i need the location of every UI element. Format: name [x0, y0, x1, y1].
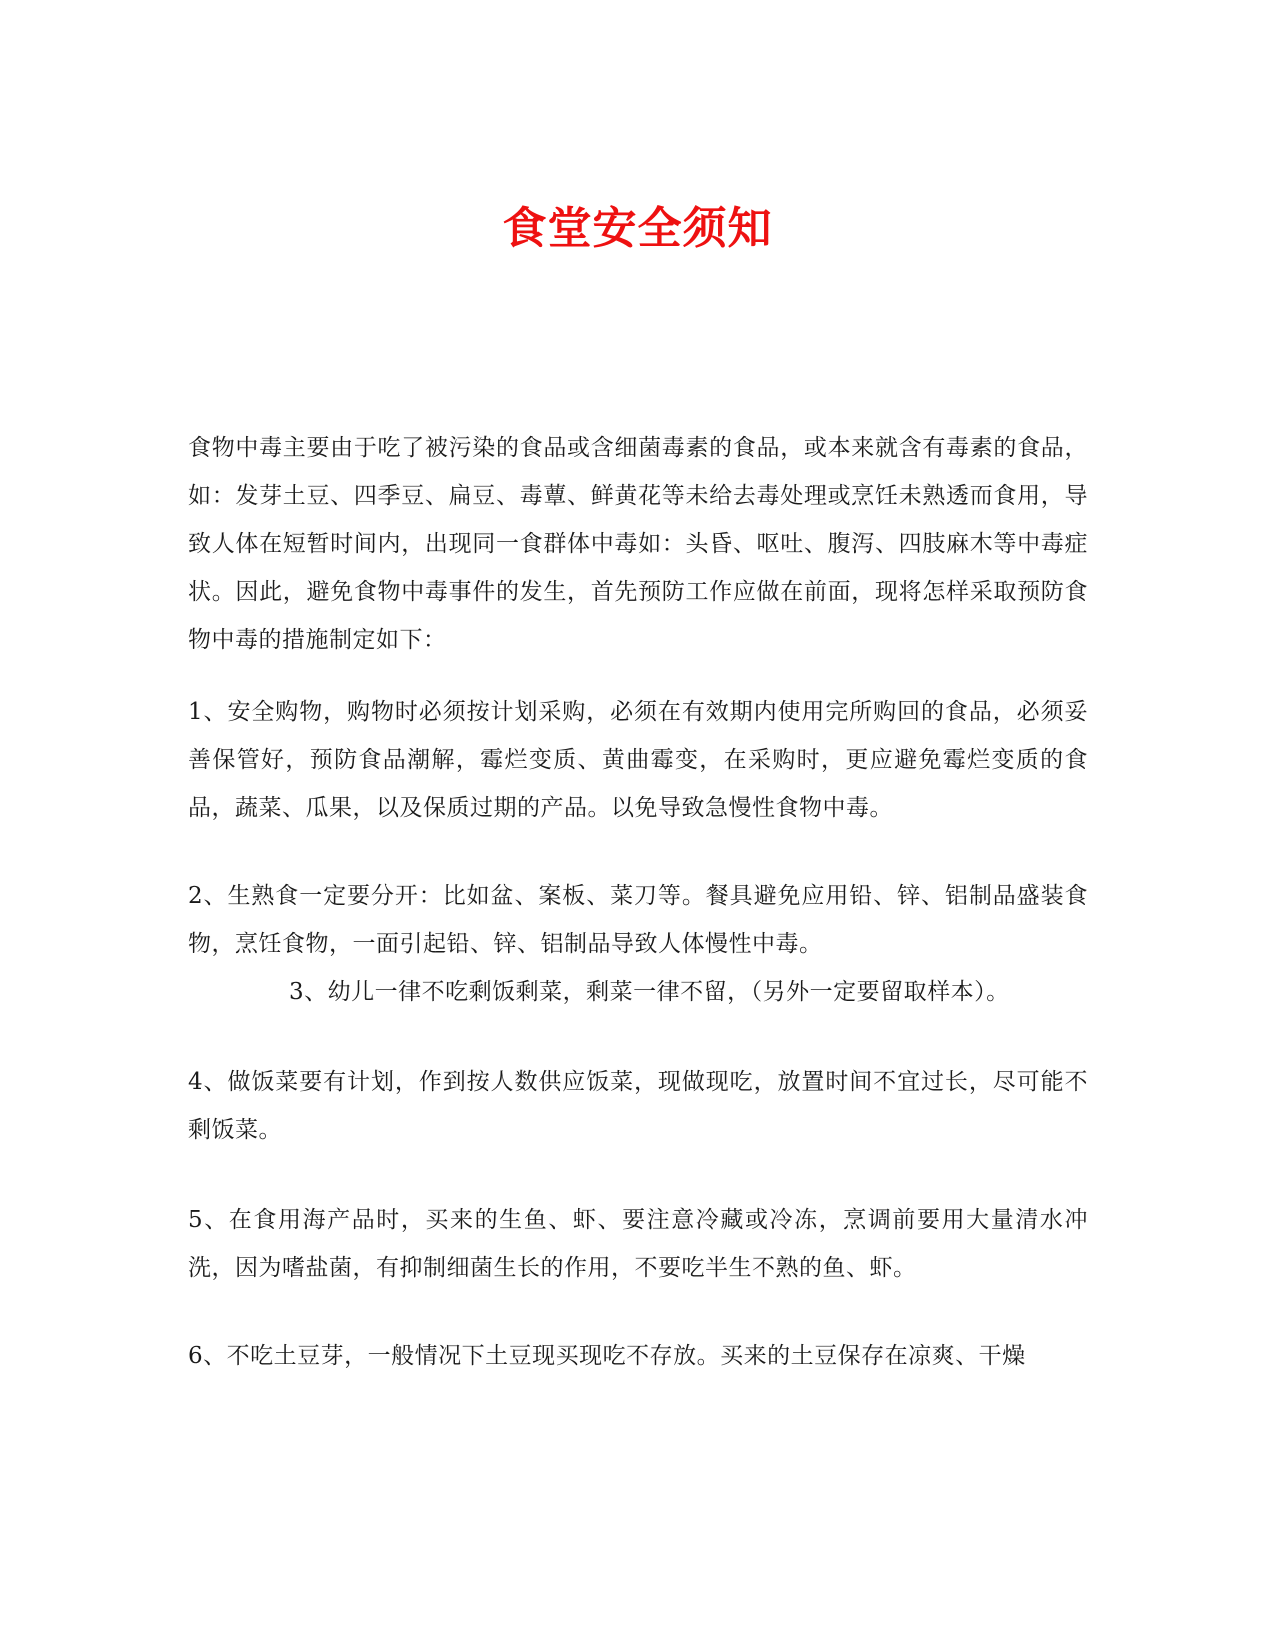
document-title: 食堂安全须知	[502, 203, 773, 255]
item-4-paragraph: 4、做饭菜要有计划，作到按人数供应饭菜，现做现吃，放置时间不宜过长，尽可能不剩饭菜。	[188, 1069, 1088, 1143]
item-3-paragraph: 3、幼儿一律不吃剩饭剩菜，剩菜一律不留，（另外一定要留取样本）。	[289, 979, 1010, 1005]
intro-paragraph: 食物中毒主要由于吃了被污染的食品或含细菌毒素的食品，或本来就含有毒素的食品，如：发芽土豆、四季豆、扁豆、毒蕈、鲜黄花等未给去毒处理或烹饪未熟透而食用，导致人体在短暂时间内，出现同一食群体中毒如：头昏、呕吐、腹泻、四肢麻木等中毒症状。因此，避免食物中毒事件的发生，首先预防工作应做在前面，现将怎样采取预防食物中毒的措施制定如下：	[188, 435, 1088, 653]
item-1-paragraph: 1、安全购物，购物时必须按计划采购，必须在有效期内使用完所购回的食品，必须妥善保管好，预防食品潮解，霉烂变质、黄曲霉变，在采购时，更应避免霉烂变质的食品，蔬菜、瓜果，以及保质过期的产品。以免导致急慢性食物中毒。	[188, 699, 1088, 821]
item-6-paragraph: 6、不吃土豆芽，一般情况下土豆现买现吃不存放。买来的土豆保存在凉爽、干燥	[188, 1343, 1026, 1369]
item-2-paragraph: 2、生熟食一定要分开：比如盆、案板、菜刀等。餐具避免应用铅、锌、铝制品盛装食物，烹饪食物，一面引起铅、锌、铝制品导致人体慢性中毒。	[188, 883, 1088, 957]
item-5-paragraph: 5、在食用海产品时，买来的生鱼、虾、要注意冷藏或冷冻，烹调前要用大量清水冲洗，因为嗜盐菌，有抑制细菌生长的作用，不要吃半生不熟的鱼、虾。	[188, 1207, 1088, 1281]
